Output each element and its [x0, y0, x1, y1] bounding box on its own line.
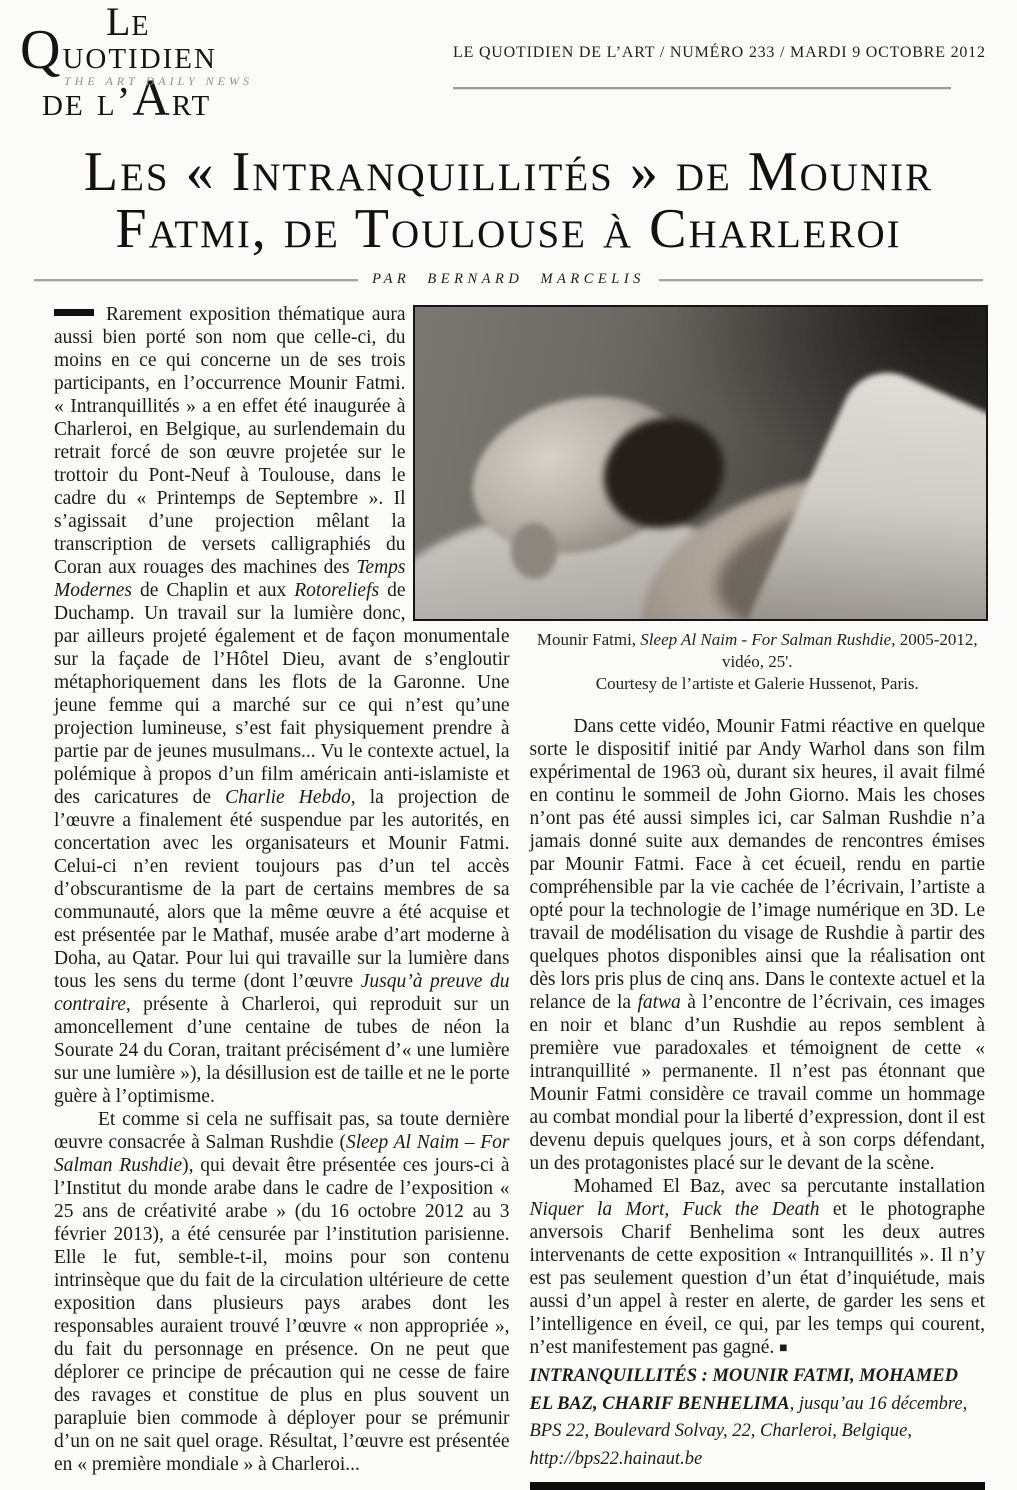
paragraph-3: Dans cette vidéo, Mounir Fatmi réactive en quelque sorte le dispositif initié par Andy Warhol dans son film expérimental de 1963 où, durant six heures, il avait filmé en continu le sommeil de John Giorno. Mais les choses n’ont pas été aussi simples ici, car Salman Rushdie n’a jamais donné suite aux demandes de rencontres émises par Mounir Fatmi. Face à cet écueil, rendu en partie compréhensible par la vie cachée de l’écrivain, l’artiste a opté pour la technologie de l’image numérique en 3D. Le travail de modélisation du visage de Rushdie à partir des quelques photos disponibles ainsi que la réalisation ont dès lors pris plus de cinq ans. Dans le contexte actuel et la relance de la fatwa à l’encontre de l’écrivain, ces images en noir et blanc d’un Rushdie au repos semblent à première vue paradoxales et témoignent de cette « intranquillité » permanente. Il n’est pas étonnant que Mounir Fatmi considère ce travail comme un hommage au combat mondial pour la liberté d’expression, dont il est devenu depuis quelques jours, et à son corps défendant, un des protagonistes placé sur le devant de la scène.: [529, 716, 985, 1174]
logo-initial-q: Q: [20, 19, 63, 81]
logo-art-rest: rt: [171, 78, 212, 124]
paragraph-2: Et comme si cela ne suffisait pas, sa toute dernière œuvre consacrée à Salman Rushdie (Sleep Al Naim – For Salman Rushdie), qui devait être présentée ces jours-ci à l’Institut du monde arabe dans le cadre de l’exposition « 25 ans de créativité arabe » (du 16 octobre 2012 au 3 février 2013), a été censurée par l’institution parisienne. Elle le fut, semble-t-il, moins pour son contenu intrinsèque que du fait de la circulation ultérieure de cette exposition dans plusieurs pays arabes dont les responsables auraient trouvé l’œuvre « non appropriée », du fait du personnage en présence. On ne peut que déplorer ce principe de précaution qui ne cesse de faire des ravages et constitue de plus en plus souvent un parapluie bien commode à déployer pour se prémunir d’un on ne sait quel orage. Résultat, l’œuvre est présentée en « première mondiale » à Charleroi...: [54, 1109, 510, 1475]
logo-de-l: de l’: [42, 78, 133, 124]
newspaper-logo: [12, 2, 292, 126]
article-body: [0, 303, 1017, 1490]
caption-line-1: Mounir Fatmi, Sleep Al Naim - For Salman Rushdie, 2005-2012, vidéo, 25'.: [536, 630, 978, 671]
masthead: [0, 0, 1017, 132]
article-photo: [413, 305, 988, 621]
logo-quotidien-rest: uotidien: [62, 31, 217, 77]
issue-line: LE QUOTIDIEN DE L’ART / NUMÉRO 233 / MARDI 9 OCTOBRE 2012: [453, 44, 986, 61]
article-title-line-1: Les « Intranquillités » de Mounir: [83, 141, 934, 203]
logo-initial-a: A: [132, 70, 172, 127]
byline-rule-left: [34, 279, 358, 281]
paragraph-4: Mohamed El Baz, avec sa percutante installation Niquer la Mort, Fuck the Death et le photographe anversois Charif Benhelima sont les deux autres intervenants de cette exposition « Intranquillités ». Il n’y est pas seulement question d’un état d’inquiétude, mais aussi d’un appel à rester en alerte, de garder les sens et l’intelligence en éveil, ce qui, par les temps qui courent, n’est manifestement pas gagné. ■: [529, 1176, 985, 1359]
byline-rule-right: [659, 279, 983, 281]
header-rule: [453, 87, 951, 89]
byline-text: PAR BERNARD MARCELIS: [372, 271, 645, 287]
paragraph-1-text: Rarement exposition thématique aura aussi bien porté son nom que celle-ci, du moins en ce qui concerne un de ses trois participants, en l’occurrence Mounir Fatmi. « Intranquillités » a en effet été inaugurée à Charleroi, en Belgique, au surlendemain du retrait forcé de son œuvre projetée sur le trottoir du Pont-Neuf à Toulouse, dans le cadre du « Printemps de Septembre ». Il s’agissait d’une projection mêlant la transcription de versets calligraphiés du Coran aux rouages des machines des Temps Modernes de Chaplin et aux Rotoreliefs de Duchamp. Un travail sur la lumière donc, par ailleurs projeté également et de façon monumentale sur la façade de l’Hôtel Dieu, avant de s’engloutir métaphoriquement dans les flots de la Garonne. Une jeune femme qui a marché sur ce qui n’est qu’une projection lumineuse, s’est fait physiquement prendre à partie par de jeunes musulmans... Vu le contexte actuel, la polémique à propos d’un film américain anti-islamiste et des caricatures de Charlie Hebdo, la projection de l’œuvre a finalement été suspendue par les autorités, en concertation avec les organisateurs et Mounir Fatmi. Celui-ci n’en revient toujours pas d’un tel accès d’obscurantisme de la part de certains membres de sa communauté, alors que la même œuvre a été acquise et est présentée par le Mathaf, musée arabe d’art moderne à Doha, au Qatar. Pour lui qui travaille sur la lumière dans tous les sens du terme (dont l’œuvre Jusqu’à preuve du contraire, présente à Charleroi, qui reproduit sur un amoncellement d’une centaine de tubes de néon la Sourate 24 du Coran, traitant précisément d’« une lumière sur une lumière »), la désillusion est de taille et ne le porte guère à l’optimisme.: [54, 304, 510, 1107]
issue-info: [453, 44, 986, 89]
paragraph-lead-bar: [54, 309, 94, 316]
article-title: [18, 141, 999, 260]
photo-caption: [530, 629, 986, 695]
logo-tagline: THE ART DAILY NEWS: [64, 74, 253, 88]
exhibition-info: INTRANQUILLITÉS : MOUNIR FATMI, MOHAMED EL BAZ, CHARIF BENHELIMA, jusqu’au 16 décembre, BPS 22, Boulevard Solvay, 22, Charleroi, Belgique, http://bps22.hainaut.be: [529, 1366, 968, 1469]
footer-bar: [530, 1482, 986, 1490]
caption-line-2: Courtesy de l’artiste et Galerie Hussenot, Paris.: [595, 674, 919, 693]
photo-ear-shape: [511, 523, 557, 579]
article-title-line-2: Fatmi, de Toulouse à Charleroi: [115, 198, 902, 260]
byline: [34, 271, 983, 288]
logo-line-le: Le: [106, 0, 150, 44]
